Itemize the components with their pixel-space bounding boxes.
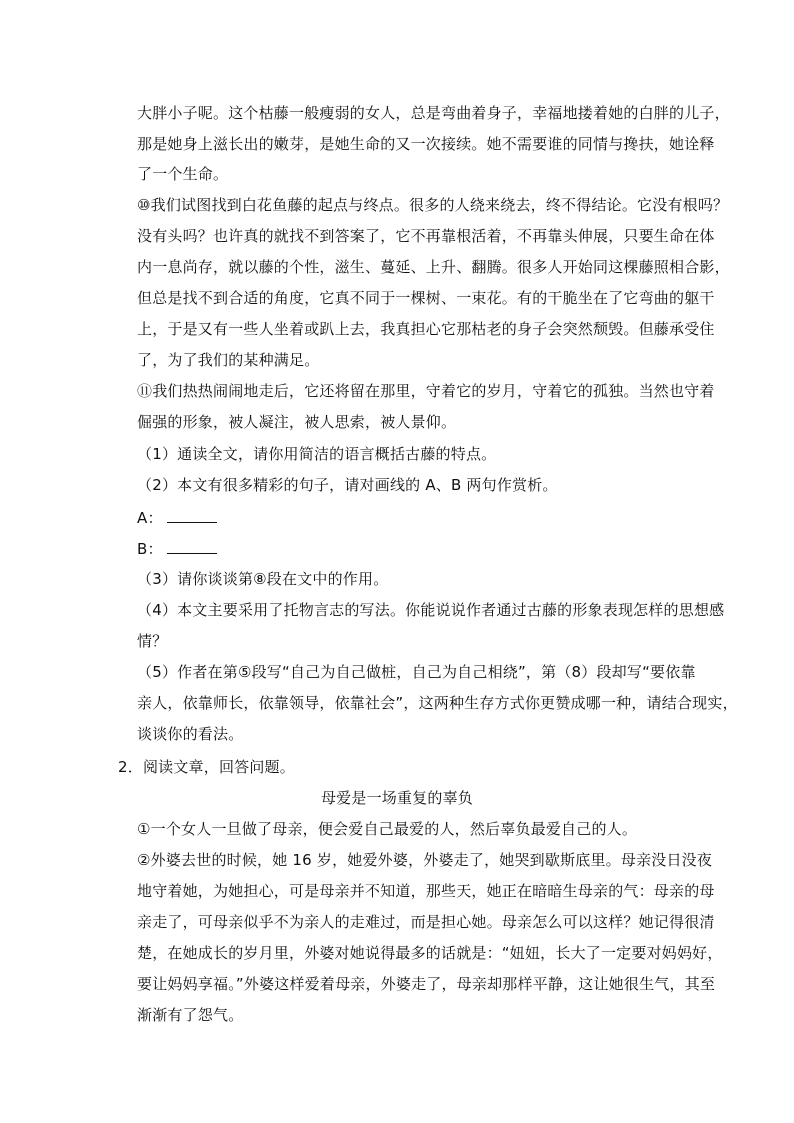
answer-b	[137, 539, 217, 559]
passage1-line: 上，于是又有一些人坐着或趴上去，我真担心它那枯老的身子会突然颓毁。但藤承受住	[137, 320, 715, 338]
passage1-line: 那是她身上滋长出的嫩芽，是她生命的又一次接续。她不需要谁的同情与搀扶，她诠释	[137, 135, 715, 153]
answer-b-blank	[167, 539, 217, 554]
passage1-line: 内一息尚存，就以藤的个性，滋生、蔓延、上升、翻腾。很多人开始同这棵藤照相合影，	[137, 258, 730, 276]
question-5-line2: 亲人，依靠师长，依靠领导，依靠社会”，这两种生存方式你更赞成哪一种，请结合现实，	[137, 694, 738, 712]
passage1-line: 倔强的形象，被人凝注，被人思索，被人景仰。	[137, 413, 457, 431]
passage1-line: 没有头吗？也许真的就找不到答案了，它不再靠根活着，不再靠头伸展，只要生命在体	[137, 227, 715, 245]
question-4-line1: （4）本文主要采用了托物言志的写法。你能说说作者通过古藤的形象表现怎样的思想感	[137, 601, 725, 619]
answer-a-label: A：	[137, 509, 163, 527]
passage1-line: 了，为了我们的某种满足。	[137, 351, 320, 369]
article-title: 母爱是一场重复的辜负	[320, 789, 473, 807]
passage1-line: 了一个生命。	[137, 165, 229, 183]
question-5-line1: （5）作者在第⑤段写“自己为自己做桩，自己为自己相绕”，第（8）段却写“要依靠	[137, 663, 696, 681]
article-line: 楚，在她成长的岁月里，外婆对她说得最多的话就是：“妞妞，长大了一定要对妈妈好，	[137, 944, 723, 962]
answer-a	[137, 508, 217, 528]
article-line: ①一个女人一旦做了母亲，便会爱自己最爱的人，然后辜负最爱自己的人。	[137, 820, 638, 838]
article-line: 亲走了，可母亲似乎不为亲人的走难过，而是担心她。母亲怎么可以这样？她记得很清	[137, 913, 715, 931]
passage1-line: 大胖小子呢。这个枯藤一般瘦弱的女人，总是弯曲着身子，幸福地搂着她的白胖的儿子，	[137, 104, 730, 122]
question-2: （2）本文有很多精彩的句子，请对画线的 A、B 两句作赏析。	[137, 476, 558, 494]
article-line: ②外婆去世的时候，她 16 岁，她爱外婆，外婆走了，她哭到歇斯底里。母亲没日没夜	[137, 851, 713, 869]
passage1-line: 但总是找不到合适的角度，它真不同于一棵树、一束花。有的干脆坐在了它弯曲的躯干	[137, 289, 715, 307]
answer-b-label: B：	[137, 540, 163, 558]
article-line: 地守着她，为她担心，可是母亲并不知道，那些天，她正在暗暗生母亲的气：母亲的母	[137, 882, 715, 900]
question-1: （1）通读全文，请你用简洁的语言概括古藤的特点。	[137, 445, 497, 463]
answer-a-blank	[167, 508, 217, 523]
passage1-line: ⑩我们试图找到白花鱼藤的起点与终点。很多的人绕来绕去，终不得结论。它没有根吗？	[137, 196, 729, 214]
question-3: （3）请你谈谈第⑧段在文中的作用。	[137, 570, 389, 588]
question-number-2: 2．阅读文章，回答问题。	[118, 758, 295, 776]
question-4-line2: 情？	[137, 632, 168, 650]
article-line: 渐渐有了怨气。	[137, 1006, 244, 1024]
article-line: 要让妈妈享福。”外婆这样爱着母亲，外婆走了，母亲却那样平静，这让她很生气，其至	[137, 975, 716, 993]
passage1-line: ⑪我们热热闹闹地走后，它还将留在那里，守着它的岁月，守着它的孤独。当然也守着	[137, 382, 715, 400]
question-5-line3: 谈谈你的看法。	[137, 725, 244, 743]
